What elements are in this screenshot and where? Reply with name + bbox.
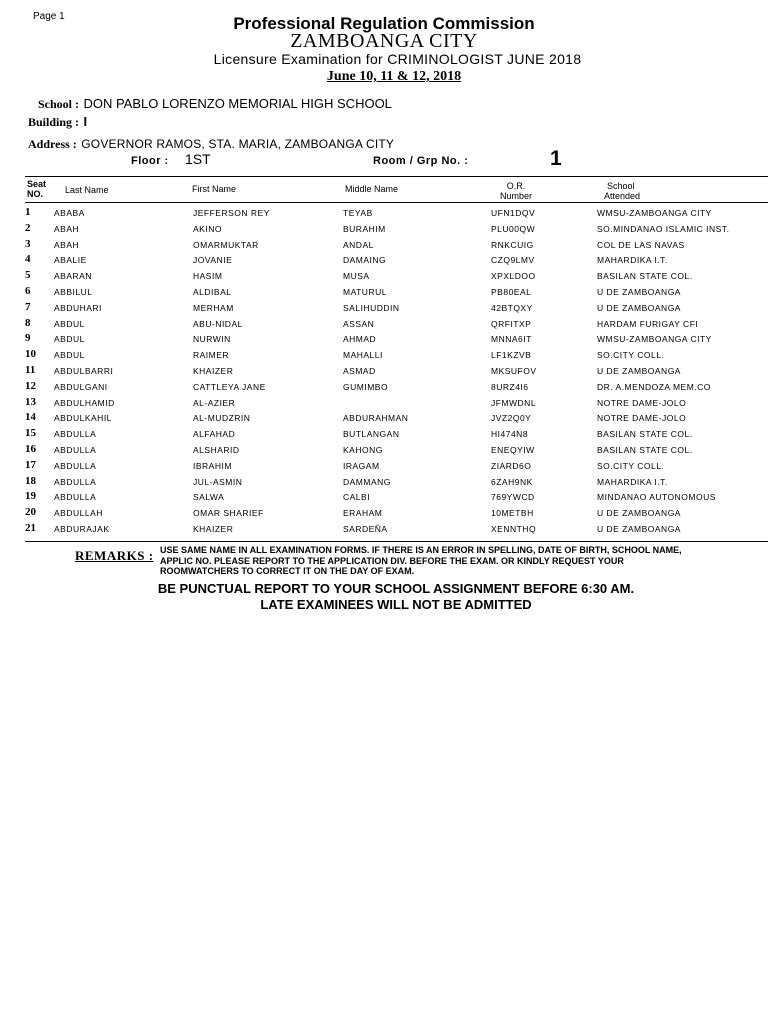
table-row — [0, 379, 768, 395]
table-row — [0, 458, 768, 474]
last-name: ABDURAJAK — [54, 524, 110, 534]
room-label: Room / Grp No. : — [373, 155, 469, 167]
school-label: School : — [38, 97, 80, 111]
first-name: OMARMUKTAR — [193, 239, 259, 250]
school-attended: WMSU-ZAMBOANGA CITY — [597, 334, 712, 345]
exam-title: Licensure Examination for CRIMINOLOGIST JUNE 2018 — [213, 51, 582, 67]
col-or-line2: Number — [499, 191, 532, 201]
address-row — [28, 135, 394, 153]
first-name: SALWA — [193, 492, 225, 503]
last-name: ABALIE — [54, 255, 87, 266]
seat-number: 17 — [25, 458, 36, 471]
seat-number: 15 — [25, 427, 36, 440]
first-name: OMAR SHARIEF — [193, 508, 264, 519]
school-attended: WMSU-ZAMBOANGA CITY — [597, 208, 712, 218]
seat-number: 12 — [25, 379, 36, 392]
last-name: ABDULHAMID — [54, 397, 115, 408]
seat-number: 1 — [25, 206, 31, 218]
middle-name: ERAHAM — [343, 508, 383, 519]
col-middle-header: Middle Name — [345, 184, 399, 194]
school-row — [38, 95, 392, 113]
middle-name: AHMAD — [343, 334, 377, 345]
first-name: RAIMER — [193, 350, 230, 361]
seat-number: 8 — [25, 316, 31, 329]
last-name: ABAH — [54, 223, 80, 234]
address-label: Address : — [28, 137, 77, 151]
org-title: Professional Regulation Commission — [233, 14, 535, 33]
page-label: Page 1 — [33, 11, 65, 22]
first-name: ALSHARID — [193, 445, 240, 455]
building-row — [28, 113, 87, 131]
last-name: ABDULBARRI — [54, 366, 114, 376]
table-row — [0, 489, 768, 505]
col-last-header: Last Name — [65, 185, 109, 195]
last-name: ABDULLA — [54, 460, 97, 471]
middle-name: MAHALLI — [343, 350, 383, 361]
col-school-header — [604, 181, 640, 201]
school-attended: U DE ZAMBOANGA — [597, 302, 681, 313]
or-number: XENNTHQ — [491, 524, 537, 534]
exam-dates: June 10, 11 & 12, 2018 — [326, 69, 462, 84]
table-row — [0, 505, 768, 521]
floor-label: Floor : — [131, 155, 169, 167]
room-value: 1 — [550, 147, 562, 170]
or-number: ZIARD6O — [491, 460, 532, 471]
seat-number: 3 — [25, 237, 31, 250]
seat-number: 4 — [25, 253, 31, 266]
or-number: JFMWDNL — [491, 397, 537, 408]
middle-name: IRAGAM — [343, 460, 380, 471]
last-name: ABDULLAH — [54, 508, 103, 519]
or-number: MKSUFOV — [491, 366, 537, 376]
remarks-text: USE SAME NAME IN ALL EXAMINATION FORMS. IF THERE IS AN ERROR IN SPELLING, DATE OF BIRTH, SCHOOL NAME, APPLIC NO. PLEASE REPORT TO THE APPLICATION DIV. BEFORE THE EXAM. OR KINDLY REQUEST YOUR ROOMWATCHERS TO CORRECT IT ON THE DAY OF EXAM. — [160, 545, 682, 576]
first-name: IBRAHIM — [193, 460, 232, 471]
table-header-rule — [25, 202, 768, 203]
seat-number: 21 — [25, 522, 36, 534]
middle-name: MUSA — [343, 271, 370, 282]
remarks-label: REMARKS : — [75, 548, 154, 563]
table-row — [0, 252, 768, 268]
last-name: ABDUL — [54, 318, 85, 329]
last-name: ABABA — [54, 208, 85, 218]
col-school-line1: School — [607, 181, 635, 191]
col-seat-line1: Seat — [27, 179, 47, 189]
first-name: KHAIZER — [193, 366, 234, 376]
first-name: JUL-ASMIN — [193, 476, 243, 487]
school-attended: NOTRE DAME-JOLO — [597, 413, 687, 424]
table-row — [0, 347, 768, 363]
or-number: PB80EAL — [491, 287, 532, 297]
building-label: Building : — [28, 115, 80, 129]
table-row — [0, 221, 768, 237]
last-name: ABDULLA — [54, 492, 97, 503]
school-attended: U DE ZAMBOANGA — [597, 508, 681, 519]
first-name: AL-AZIER — [193, 397, 236, 408]
city-title: ZAMBOANGA CITY — [290, 30, 478, 52]
school-attended: HARDAM FURIGAY CFI — [597, 318, 699, 329]
address-value: GOVERNOR RAMOS, STA. MARIA, ZAMBOANGA CITY — [81, 137, 395, 151]
first-name: ABU-NIDAL — [193, 318, 243, 329]
seat-number: 14 — [25, 411, 36, 424]
table-row — [0, 268, 768, 284]
seat-number: 7 — [25, 300, 31, 313]
first-name: AKINO — [193, 223, 222, 234]
first-name: AL-MUDZRIN — [193, 413, 251, 424]
or-number: JVZ2Q0Y — [491, 413, 532, 424]
first-name: JOVANIE — [193, 255, 233, 266]
seat-number: 2 — [25, 221, 31, 234]
table-row — [0, 474, 768, 490]
table-row — [0, 284, 768, 300]
or-number: CZQ9LMV — [491, 255, 535, 266]
or-number: XPXLDOO — [491, 271, 536, 282]
middle-name: TEYAB — [343, 208, 373, 218]
middle-name: GUMIMBO — [343, 381, 389, 392]
late-notice: LATE EXAMINEES WILL NOT BE ADMITTED — [260, 597, 532, 612]
or-number: QRFITXP — [491, 318, 532, 329]
or-number: LF1KZVB — [491, 350, 532, 361]
col-or-header — [496, 181, 536, 201]
first-name: MERHAM — [193, 302, 234, 313]
table-top-rule — [25, 176, 768, 177]
school-attended: BASILAN STATE COL. — [597, 445, 693, 455]
or-number: HI474N8 — [491, 429, 529, 440]
middle-name: ASMAD — [343, 366, 376, 376]
last-name: ABDUL — [54, 350, 85, 361]
last-name: ABDUHARI — [54, 302, 102, 313]
col-or-line1: O.R. — [506, 181, 526, 191]
or-number: 8URZ4I6 — [491, 381, 529, 392]
table-bottom-rule — [25, 541, 768, 542]
last-name: ABDULLA — [54, 476, 97, 487]
floor-value: 1ST — [185, 151, 211, 167]
first-name: KHAIZER — [193, 524, 234, 534]
col-seat-line2: NO. — [27, 189, 44, 199]
middle-name: ASSAN — [343, 318, 375, 329]
seat-number: 13 — [25, 395, 36, 408]
school-attended: SO.CITY COLL. — [597, 350, 665, 361]
punctual-notice: BE PUNCTUAL REPORT TO YOUR SCHOOL ASSIGNMENT BEFORE 6:30 AM. — [157, 581, 635, 596]
middle-name: DAMAING — [343, 255, 387, 266]
or-number: 10METBH — [491, 508, 534, 519]
seat-number: 20 — [25, 506, 36, 519]
middle-name: KAHONG — [343, 445, 383, 455]
table-row — [0, 410, 768, 426]
school-attended: SO.CITY COLL. — [597, 460, 665, 471]
seat-number: 11 — [25, 364, 36, 376]
middle-name: DAMMANG — [343, 476, 391, 487]
school-attended: NOTRE DAME-JOLO — [597, 397, 687, 408]
last-name: ABDULKAHIL — [54, 413, 112, 424]
last-name: ABAH — [54, 239, 80, 250]
table-row — [0, 237, 768, 253]
seat-number: 6 — [25, 285, 31, 297]
first-name: CATTLEYA JANE — [193, 381, 266, 392]
table-row — [0, 521, 768, 537]
last-name: ABBILUL — [54, 287, 93, 297]
school-attended: MAHARDIKA I.T. — [597, 476, 668, 487]
or-number: 769YWCD — [491, 492, 535, 503]
school-attended: DR. A.MENDOZA MEM.CO — [597, 381, 711, 392]
last-name: ABDULLA — [54, 429, 97, 440]
school-value: DON PABLO LORENZO MEMORIAL HIGH SCHOOL — [83, 96, 392, 111]
first-name: ALFAHAD — [193, 429, 236, 440]
table-row — [0, 300, 768, 316]
school-attended: MINDANAO AUTONOMOUS — [597, 492, 716, 503]
table-row — [0, 395, 768, 411]
col-school-line2: Attended — [604, 191, 641, 201]
school-attended: COL DE LAS NAVAS — [597, 239, 685, 250]
or-number: ENEQYIW — [491, 445, 535, 455]
first-name: HASIM — [193, 271, 223, 282]
or-number: UFN1DQV — [491, 208, 536, 218]
last-name: ABDUL — [54, 334, 85, 345]
last-name: ABDULLA — [54, 445, 97, 455]
middle-name: CALBI — [343, 492, 371, 503]
or-number: PLU00QW — [491, 223, 536, 234]
school-attended: U DE ZAMBOANGA — [597, 524, 681, 534]
or-number: RNKCUIG — [491, 239, 534, 250]
seat-number: 18 — [25, 474, 36, 487]
middle-name: ANDAL — [343, 239, 374, 250]
first-name: NURWIN — [193, 334, 231, 345]
seat-number: 16 — [25, 443, 36, 455]
school-attended: BASILAN STATE COL. — [597, 271, 693, 282]
table-row — [0, 426, 768, 442]
school-attended: BASILAN STATE COL. — [597, 429, 693, 440]
col-first-header: First Name — [192, 184, 237, 194]
first-name: JEFFERSON REY — [193, 208, 270, 218]
or-number: MNNA6IT — [491, 334, 532, 345]
school-attended: SO.MINDANAO ISLAMIC INST. — [597, 223, 730, 234]
middle-name: MATURUL — [343, 287, 387, 297]
middle-name: SARDEÑA — [343, 524, 388, 534]
building-value: I — [83, 114, 88, 129]
middle-name: SALIHUDDIN — [343, 302, 400, 313]
seat-number: 10 — [25, 348, 36, 361]
first-name: ALDIBAL — [193, 287, 232, 297]
last-name: ABDULGANI — [54, 381, 108, 392]
table-row — [0, 316, 768, 332]
seat-number: 9 — [25, 332, 31, 345]
middle-name: BURAHIM — [343, 223, 386, 234]
last-name: ABARAN — [54, 271, 92, 282]
seat-number: 5 — [25, 269, 31, 282]
school-attended: U DE ZAMBOANGA — [597, 287, 681, 297]
or-number: 42BTQXY — [491, 302, 533, 313]
table-row — [0, 205, 768, 221]
seat-number: 19 — [25, 490, 36, 503]
table-row — [0, 442, 768, 458]
table-row — [0, 363, 768, 379]
table-row — [0, 331, 768, 347]
middle-name: ABDURAHMAN — [343, 413, 409, 424]
or-number: 6ZAH9NK — [491, 476, 533, 487]
school-attended: U DE ZAMBOANGA — [597, 366, 681, 376]
school-attended: MAHARDIKA I.T. — [597, 255, 668, 266]
middle-name: BUTLANGAN — [343, 429, 400, 440]
col-seat-header — [27, 179, 46, 199]
